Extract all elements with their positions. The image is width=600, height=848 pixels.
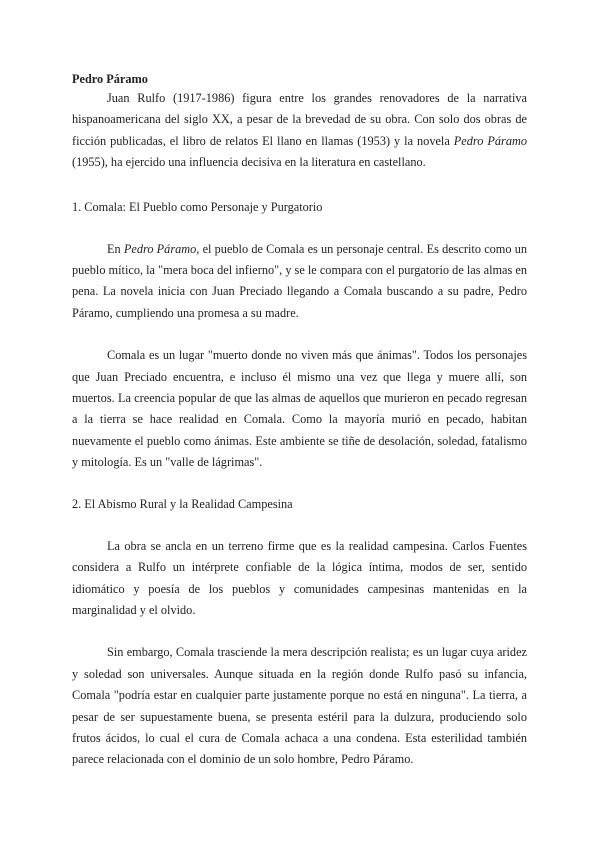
- intro-italic-title: Pedro Páramo: [453, 133, 527, 148]
- section1-heading: 1. Comala: El Pueblo como Personaje y Purgatorio: [72, 199, 323, 214]
- intro-text-part2: (1955), ha ejercido una influencia decisiva en la literatura en castellano.: [72, 155, 426, 170]
- document-page: [72, 70, 527, 771]
- intro-paragraph: [72, 88, 527, 174]
- section1-p1-pre: En: [107, 241, 124, 256]
- intro-text-part1: Juan Rulfo (1917-1986) figura entre los grandes renovadores de la narrativa hispanoamericana del siglo XX, a pesar de la brevedad de su obra. Con solo dos obras de ficción publicadas, el libro de relatos El llano en llamas (1953) y la novela: [72, 91, 527, 148]
- section1-p1-italic: Pedro Páramo,: [123, 241, 200, 256]
- section1-paragraph-1: [72, 239, 527, 325]
- document-title: Pedro Páramo: [72, 72, 148, 86]
- section2-paragraph-2: Sin embargo, Comala trasciende la mera descripción realista; es un lugar cuya aridez y soledad son universales. Aunque situada en la región donde Rulfo pasó su infancia, Comala "podría estar en cualquier parte justamente porque no está en ninguna". La tierra, a pesar de ser supuestamente buena, se presenta estéril para la dulzura, produciendo solo frutos ácidos, lo cual el cura de Comala achaca a una condena. Esta esterilidad también parece relacionada con el dominio de un solo hombre, Pedro Páramo.: [72, 645, 527, 767]
- section1-paragraph-2: Comala es un lugar "muerto donde no viven más que ánimas". Todos los personajes que Juan Preciado encuentra, e incluso él mismo una vez que llega y muere allí, son muertos. La creencia popular de que las almas de aquellos que murieron en pecado regresan a la tierra se hace realidad en Comala. Como la mayoría murió en pecado, habitan nuevamente el pueblo como ánimas. Este ambiente se tiñe de desolación, soledad, fatalismo y mitología. Es un "valle de lágrimas".: [72, 348, 527, 470]
- section1-p1-post: el pueblo de Comala es un personaje central. Es descrito como un pueblo mítico, la "mera boca del infierno", y se le compara con el purgatorio de las almas en pena. La novela inicia con Juan Preciado llegando a Comala buscando a su padre, Pedro Páramo, cumpliendo una promesa a su madre.: [72, 241, 528, 320]
- section2-paragraph-1: La obra se ancla en un terreno firme que es la realidad campesina. Carlos Fuentes considera a Rulfo un intérprete confiable de la lógica íntima, modos de ser, sentido idiomático y poesía de los pueblos y comunidades campesinas mantenidas en la marginalidad y el olvido.: [72, 538, 527, 617]
- section2-heading: 2. El Abismo Rural y la Realidad Campesina: [72, 496, 293, 511]
